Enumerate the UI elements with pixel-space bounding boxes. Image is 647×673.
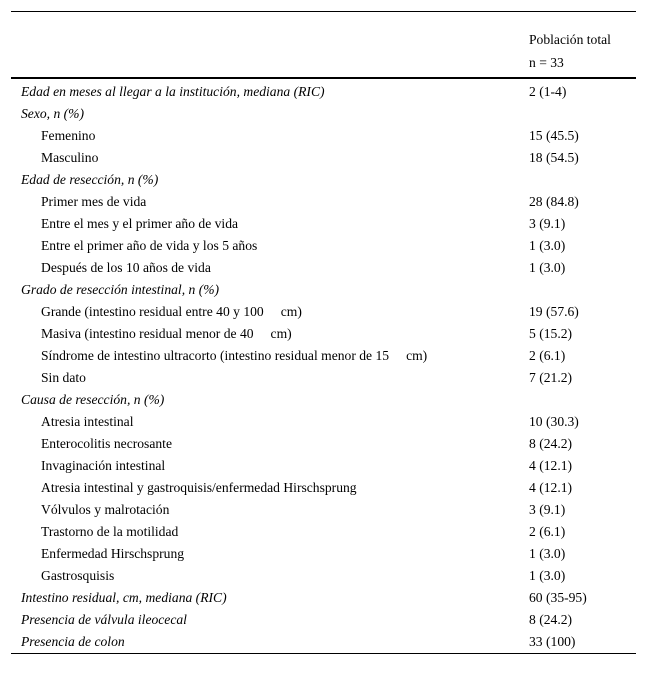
row-value: 60 (35-95) [529,590,587,605]
table-category-row [11,279,636,301]
table-row [11,543,636,565]
row-value: 1 (3.0) [529,568,566,583]
row-label: Invaginación intestinal [41,458,166,473]
row-label: Entre el mes y el primer año de vida [41,216,239,231]
table-row [11,565,636,587]
row-value: 15 (45.5) [529,128,579,143]
row-label: Enfermedad Hirschsprung [41,546,185,561]
row-value: 8 (24.2) [529,612,573,627]
table-header [11,12,636,79]
table-row [11,433,636,455]
row-value: 8 (24.2) [529,436,573,451]
table-category-row [11,78,636,103]
data-table [11,11,636,654]
row-label: Presencia de válvula ileocecal [21,612,187,627]
row-value: 10 (30.3) [529,414,579,429]
row-value: 28 (84.8) [529,194,579,209]
row-label: Masculino [41,150,99,165]
row-value [529,389,636,411]
row-value: 1 (3.0) [529,260,566,275]
row-label: Entre el primer año de vida y los 5 años [41,238,258,253]
table-row [11,345,636,367]
row-value: 3 (9.1) [529,216,566,231]
table-row [11,411,636,433]
row-label: Edad en meses al llegar a la institución, mediana (RIC) [21,84,325,99]
row-value: 2 (1-4) [529,84,567,99]
row-label: Sin dato [41,370,86,385]
table-row [11,477,636,499]
table-category-row [11,389,636,411]
table-row [11,521,636,543]
table-row [11,191,636,213]
row-label: Gastrosquisis [41,568,115,583]
table-category-row [11,631,636,654]
row-label: Síndrome de intestino ultracorto (intestino residual menor de 15 cm) [41,348,428,363]
table-category-row [11,587,636,609]
table-category-row [11,103,636,125]
table-row [11,323,636,345]
row-value: 19 (57.6) [529,304,579,319]
table-row [11,455,636,477]
table-row [11,257,636,279]
table-row [11,235,636,257]
table-row [11,367,636,389]
row-label: Atresia intestinal [41,414,134,429]
table-row [11,125,636,147]
row-value: 1 (3.0) [529,238,566,253]
row-value: 2 (6.1) [529,524,566,539]
table-row [11,499,636,521]
row-label: Vólvulos y malrotación [41,502,170,517]
row-label: Grado de resección intestinal, n (%) [21,282,220,297]
row-value: 33 (100) [529,631,636,654]
row-label: Sexo, n (%) [21,106,85,121]
row-value: 7 (21.2) [529,370,573,385]
row-value [529,169,636,191]
row-value: 1 (3.0) [529,546,566,561]
row-label: Trastorno de la motilidad [41,524,179,539]
row-label: Edad de resección, n (%) [21,172,159,187]
row-value [529,279,636,301]
row-label: Intestino residual, cm, mediana (RIC) [21,590,227,605]
row-value: 18 (54.5) [529,150,579,165]
table-category-row [11,609,636,631]
row-value: 4 (12.1) [529,480,573,495]
table-category-row [11,169,636,191]
row-label: Grande (intestino residual entre 40 y 100 cm) [41,304,302,319]
row-label: Enterocolitis necrosante [41,436,172,451]
row-label: Atresia intestinal y gastroquisis/enfermedad Hirschsprung [41,480,357,495]
row-label: Presencia de colon [11,631,529,654]
header-label-cell [11,12,529,52]
row-label: Primer mes de vida [41,194,147,209]
header-row [11,12,636,52]
table-row [11,147,636,169]
header-n-count: n = 33 [529,51,636,78]
row-label: Causa de resección, n (%) [21,392,165,407]
row-label: Después de los 10 años de vida [41,260,211,275]
row-value [529,103,636,125]
header-population-total: Población total [529,12,636,52]
header-row-n [11,51,636,78]
table-row [11,301,636,323]
row-label: Masiva (intestino residual menor de 40 cm) [41,326,292,341]
table-body [11,78,636,654]
table-row [11,213,636,235]
row-value: 3 (9.1) [529,502,566,517]
row-value: 4 (12.1) [529,458,573,473]
row-value: 2 (6.1) [529,348,566,363]
row-label: Femenino [41,128,96,143]
row-value: 5 (15.2) [529,326,573,341]
header-label-cell-2 [11,51,529,78]
